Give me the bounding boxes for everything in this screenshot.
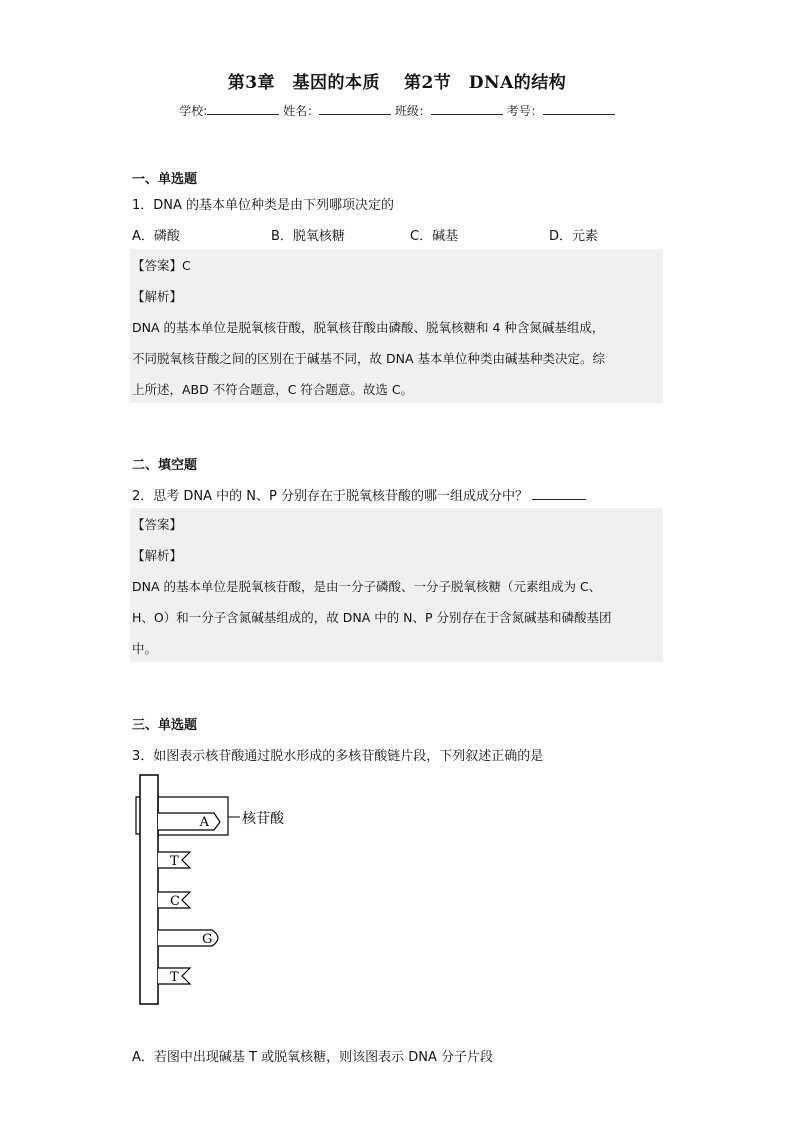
name-label: 姓名： <box>283 104 320 118</box>
backbone-strand <box>140 775 158 1004</box>
school-label: 学校: <box>179 104 208 118</box>
answer-box-1 <box>130 249 663 403</box>
question-1: 1．DNA 的基本单位种类是由下列哪项决定的 <box>132 198 395 213</box>
analysis-line: DNA 的基本单位是脱氧核苷酸，是由一分子磷酸、一分子脱氧核糖（元素组成为 C、 <box>132 579 602 594</box>
base-a-shape <box>158 813 220 830</box>
analysis-line: 中。 <box>132 641 158 656</box>
option-b: B．脱氧核糖 <box>271 229 345 244</box>
section-heading: 二、填空题 <box>132 458 198 473</box>
option-d: D．元素 <box>549 229 599 244</box>
option-a: A．若图中出现碱基 T 或脱氧核糖，则该图表示 DNA 分子片段 <box>132 1050 493 1065</box>
analysis-label: 【解析】 <box>132 289 183 304</box>
analysis-label: 【解析】 <box>132 548 183 563</box>
base-label-a: A <box>199 815 209 830</box>
analysis-line: 不同脱氧核苷酸之间的区别在于碱基不同，故 DNA 基本单位种类由碱基种类决定。综 <box>132 351 605 366</box>
page-title: 第3章 基因的本质 第2节 DNA的结构 <box>227 73 567 93</box>
student-info-line <box>0 102 794 119</box>
class-field[interactable] <box>431 103 503 115</box>
question-3: 3．如图表示核苷酸通过脱水形成的多核苷酸链片段，下列叙述正确的是 <box>132 749 544 764</box>
question-2 <box>132 485 586 504</box>
analysis-line: 上所述，ABD 不符合题意，C 符合题意。故选 C。 <box>132 382 414 397</box>
exam-no-label: 考号： <box>506 104 543 118</box>
fill-in-blank[interactable] <box>532 487 586 500</box>
name-field[interactable] <box>319 103 391 115</box>
answer-label: 【答案】C <box>132 258 191 273</box>
base-label-g: G <box>202 932 213 947</box>
section-heading: 一、单选题 <box>132 172 198 187</box>
section-heading: 三、单选题 <box>132 718 198 733</box>
option-a: A．磷酸 <box>132 229 180 244</box>
analysis-line: DNA 的基本单位是脱氧核苷酸，脱氧核苷酸由磷酸、脱氧核糖和 4 种含氮碱基组成， <box>132 320 605 335</box>
exam-no-field[interactable] <box>543 103 615 115</box>
question-2-text: 2．思考 DNA 中的 N、P 分别存在于脱氧核苷酸的哪一组成成分中？ <box>132 489 528 504</box>
analysis-line: H、O）和一分子含氮碱基组成的，故 DNA 中的 N、P 分别存在于含氮碱基和磷酸基团 <box>132 610 612 625</box>
answer-box-2 <box>130 508 663 662</box>
answer-label: 【答案】 <box>132 517 183 532</box>
base-label-t: T <box>170 854 179 869</box>
polynucleotide-diagram <box>130 772 330 1010</box>
base-label-t: T <box>170 970 179 985</box>
option-c: C．碱基 <box>410 229 459 244</box>
callout-label: 核苷酸 <box>242 811 284 827</box>
school-field[interactable] <box>207 103 279 115</box>
base-label-c: C <box>170 894 180 909</box>
class-label: 班级： <box>394 104 431 118</box>
